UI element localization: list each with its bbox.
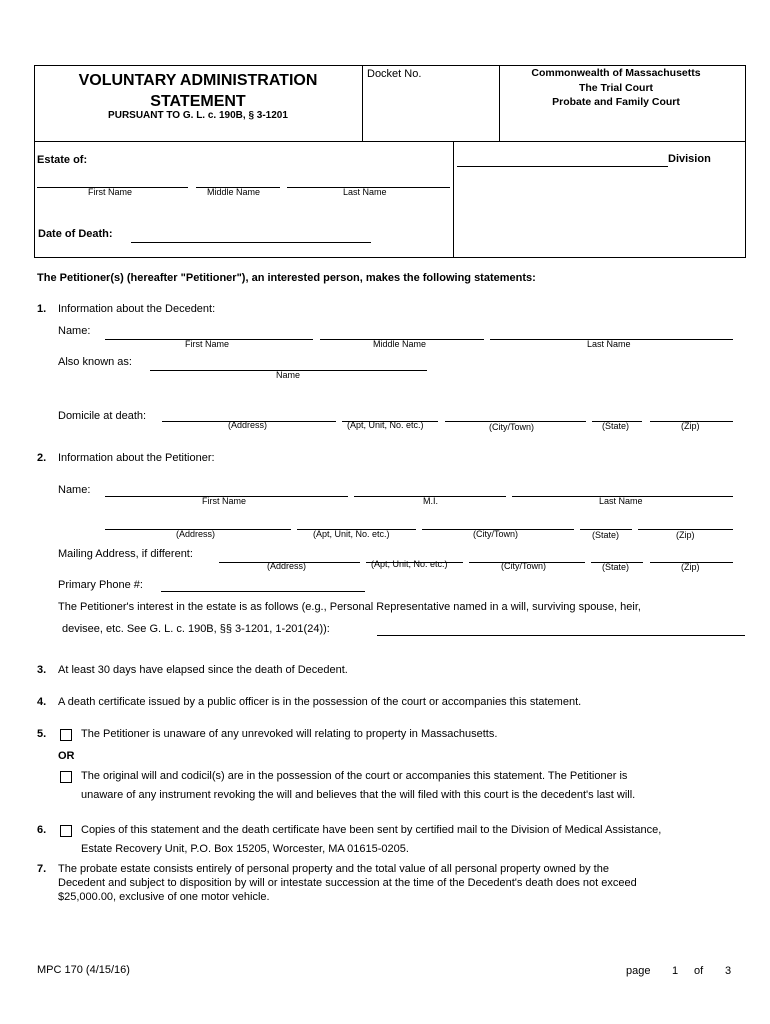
header-divider-3 <box>453 141 454 258</box>
s6-checkbox[interactable] <box>60 825 72 837</box>
s1-middle-name-label: Middle Name <box>373 339 427 349</box>
s6-line1: Copies of this statement and the death certificate have been sent by certified mail to the Division of Medical Assistance, <box>81 824 662 836</box>
division-label: Division <box>668 153 711 165</box>
s5-option-b-line1: The original will and codicil(s) are in the possession of the court or accompanies this statement. The Petitioner is <box>81 770 628 782</box>
estate-middle-name-label: Middle Name <box>207 187 261 197</box>
s7-line2: Decedent and subject to disposition by will or intestate succession at the time of the Decedent's death does not exceed <box>58 877 637 889</box>
form-title <box>34 70 362 112</box>
s1-domicile-label: Domicile at death: <box>58 410 147 422</box>
s2-first-name-label: First Name <box>202 496 247 506</box>
petitioner-interest-input[interactable] <box>377 624 745 636</box>
court-line3: Probate and Family Court <box>552 96 680 108</box>
s7-num: 7. <box>37 863 47 875</box>
s1-aka-label: Also known as: <box>58 356 132 368</box>
s2-mailing-state-label: (State) <box>602 562 630 572</box>
petitioner-state-input[interactable] <box>580 518 632 530</box>
court-line2: The Trial Court <box>578 81 654 94</box>
s2-last-name-label: Last Name <box>599 496 643 506</box>
s2-interest-line2: devisee, etc. See G. L. c. 190B, §§ 3-1201, 1-201(24)): <box>62 623 330 635</box>
s1-state-label: (State) <box>602 421 630 431</box>
s2-mailing-zip-label: (Zip) <box>681 562 700 572</box>
primary-phone-input[interactable] <box>161 580 365 592</box>
s2-mailing-city-label: (City/Town) <box>501 561 547 571</box>
s2-mi-label: M.I. <box>423 496 438 506</box>
s1-address-label: (Address) <box>228 420 268 430</box>
form-subtitle: PURSUANT TO G. L. c. 190B, § 3-1201 <box>108 110 288 121</box>
header-hdivider <box>34 141 746 142</box>
s6-line2: Estate Recovery Unit, P.O. Box 15205, Worcester, MA 01615-0205. <box>81 843 409 855</box>
s4-text: A death certificate issued by a public officer is in the possession of the court or accompanies this statement. <box>58 696 582 708</box>
form-title-line2: STATEMENT <box>150 93 246 110</box>
s1-apt-label: (Apt, Unit, No. etc.) <box>347 420 424 430</box>
s7-line3: $25,000.00, exclusive of one motor vehicle. <box>58 891 270 903</box>
s1-aka-sub-label: Name <box>276 370 301 380</box>
s2-apt-label: (Apt, Unit, No. etc.) <box>313 529 390 539</box>
s5-option-a-checkbox[interactable] <box>60 729 72 741</box>
s3-text: At least 30 days have elapsed since the death of Decedent. <box>58 664 348 676</box>
s2-name-label: Name: <box>58 484 91 496</box>
s5-option-b-line2: unaware of any instrument revoking the will and believes that the will filed with this court is the decedent's last will. <box>81 789 636 801</box>
s1-num: 1. <box>37 303 47 315</box>
header-divider-1 <box>362 65 363 141</box>
s2-heading: Information about the Petitioner: <box>58 452 215 464</box>
docket-label: Docket No. <box>367 68 422 80</box>
estate-first-name-label: First Name <box>88 187 133 197</box>
s2-interest-line1: The Petitioner's interest in the estate is as follows (e.g., Personal Representative named in a will, surviving spouse, heir, <box>58 601 641 613</box>
page-word: page <box>626 965 651 977</box>
s2-mailing-label: Mailing Address, if different: <box>58 548 193 560</box>
s5-option-b-checkbox[interactable] <box>60 771 72 783</box>
division-input[interactable] <box>457 155 668 167</box>
s2-mailing-address-label: (Address) <box>267 561 307 571</box>
s1-city-label: (City/Town) <box>489 422 535 432</box>
of-word: of <box>694 965 704 977</box>
s5-or: OR <box>58 750 75 762</box>
estate-of-label: Estate of: <box>37 154 88 166</box>
s4-num: 4. <box>37 696 47 708</box>
date-of-death-label: Date of Death: <box>38 228 113 240</box>
date-of-death-input[interactable] <box>131 231 371 243</box>
s1-heading: Information about the Decedent: <box>58 303 216 315</box>
s2-mailing-apt-label: (Apt, Unit, No. etc.) <box>371 559 448 569</box>
s6-num: 6. <box>37 824 47 836</box>
s2-phone-label: Primary Phone #: <box>58 579 143 591</box>
form-title-line1: VOLUNTARY ADMINISTRATION <box>78 72 318 89</box>
s1-zip-label: (Zip) <box>681 421 700 431</box>
s2-address-label: (Address) <box>176 529 216 539</box>
s5-option-a-text: The Petitioner is unaware of any unrevoked will relating to property in Massachusetts. <box>81 728 498 740</box>
estate-last-name-label: Last Name <box>343 187 387 197</box>
s7-line1: The probate estate consists entirely of personal property and the total value of all personal property owned by the <box>58 863 609 875</box>
s1-first-name-label: First Name <box>185 339 230 349</box>
court-block <box>499 66 733 110</box>
page-total: 3 <box>725 965 732 977</box>
s2-num: 2. <box>37 452 47 464</box>
docket-input[interactable] <box>368 84 493 134</box>
domicile-city-input[interactable] <box>445 410 586 422</box>
form-id: MPC 170 (4/15/16) <box>37 964 130 976</box>
s2-state-label: (State) <box>592 530 620 540</box>
s3-num: 3. <box>37 664 47 676</box>
court-line1: Commonwealth of Massachusetts <box>531 67 701 79</box>
s1-name-label: Name: <box>58 325 91 337</box>
s2-city-label: (City/Town) <box>473 529 519 539</box>
intro-text: The Petitioner(s) (hereafter "Petitioner"), an interested person, makes the following statements: <box>37 272 536 284</box>
petitioner-zip-input[interactable] <box>638 518 733 530</box>
page-number: 1 <box>672 965 679 977</box>
s1-last-name-label: Last Name <box>587 339 631 349</box>
s5-num: 5. <box>37 728 47 740</box>
s2-zip-label: (Zip) <box>676 530 695 540</box>
